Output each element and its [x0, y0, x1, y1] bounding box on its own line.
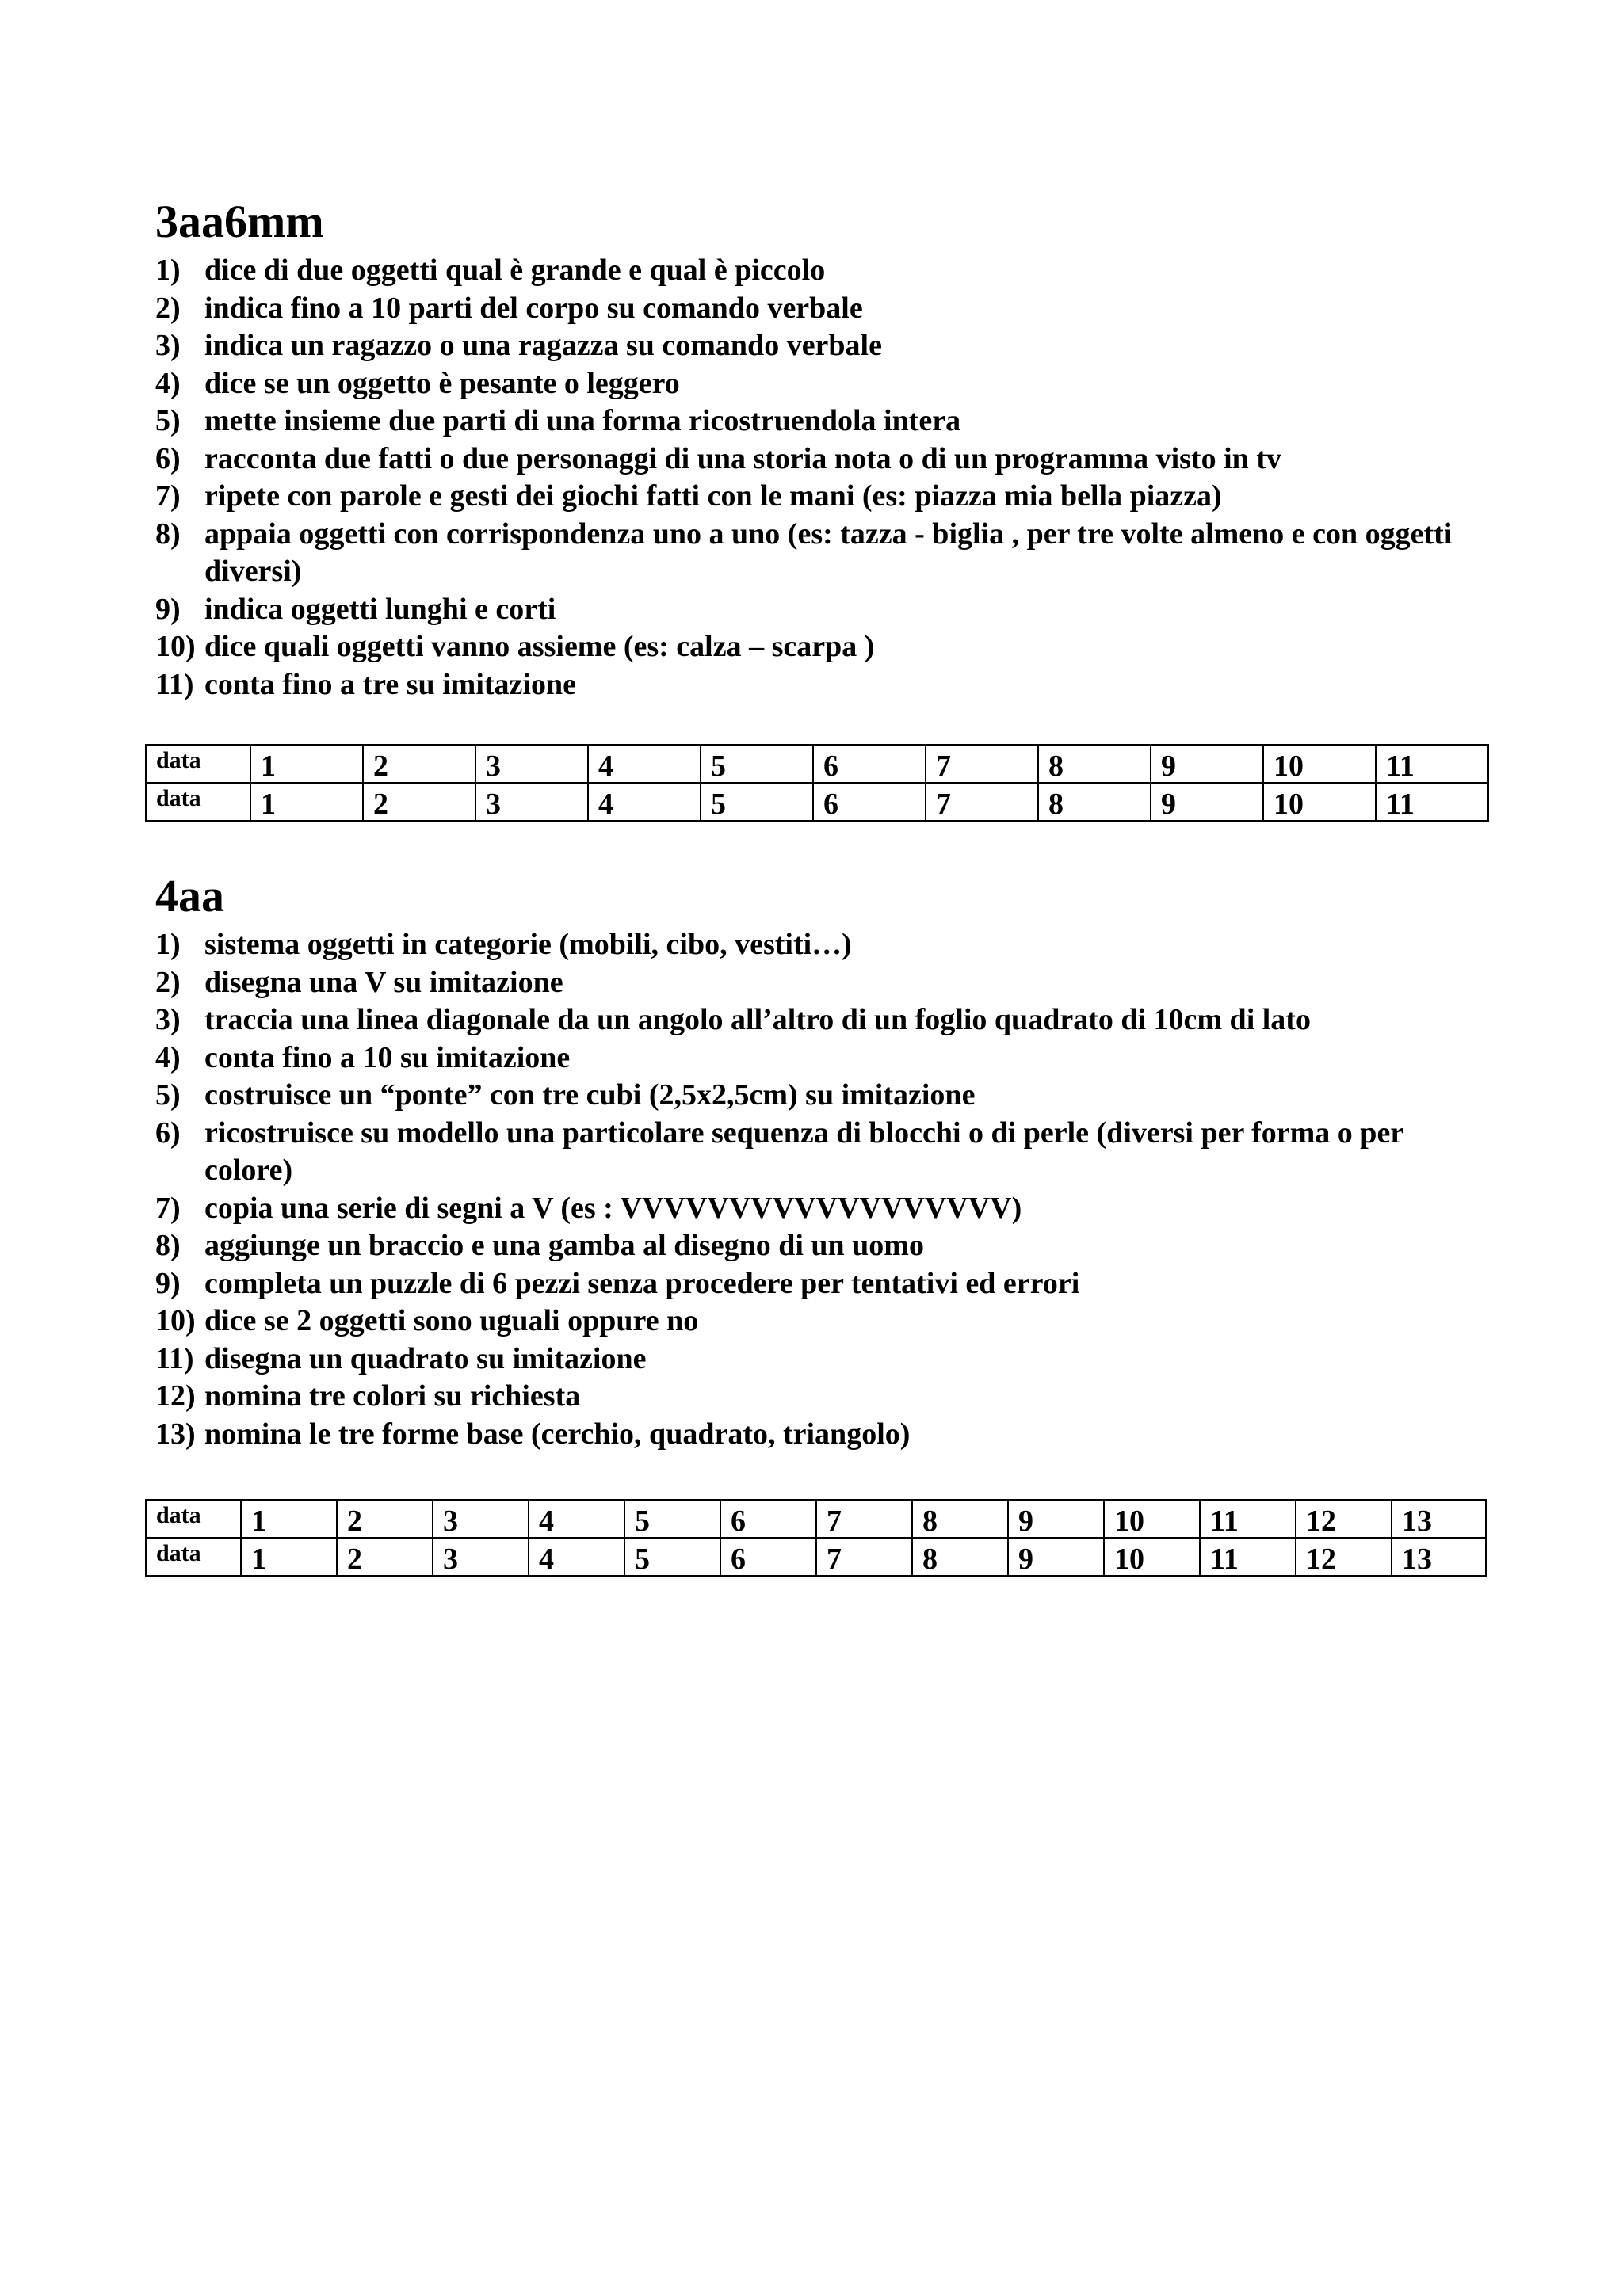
score-cell[interactable]: 7 [926, 783, 1038, 821]
item-number: 4) [155, 1040, 181, 1074]
score-cell[interactable]: 10 [1104, 1500, 1200, 1538]
checklist-item [155, 1302, 1487, 1341]
score-cell[interactable]: 7 [816, 1538, 912, 1576]
score-cell[interactable]: 6 [813, 783, 926, 821]
score-cell[interactable]: 8 [1038, 783, 1151, 821]
score-cell[interactable]: 6 [813, 745, 926, 783]
score-cell[interactable]: 4 [588, 783, 701, 821]
score-cell[interactable]: 11 [1376, 783, 1488, 821]
item-text: conta fino a tre su imitazione [204, 667, 576, 701]
score-cell[interactable]: 2 [337, 1538, 433, 1576]
score-cell[interactable]: 1 [241, 1500, 337, 1538]
score-cell[interactable]: 9 [1151, 745, 1263, 783]
checklist-item [155, 327, 1487, 365]
item-text: indica oggetti lunghi e corti [204, 592, 556, 626]
date-cell[interactable]: data [146, 1538, 241, 1576]
checklist-item [155, 1190, 1487, 1228]
item-number: 1) [155, 254, 181, 287]
score-cell[interactable]: 4 [529, 1538, 624, 1576]
item-text: indica fino a 10 parti del corpo su comando verbale [204, 291, 863, 325]
item-text: traccia una linea diagonale da un angolo all’altro di un foglio quadrato di 10cm di lato [204, 1003, 1311, 1036]
score-cell[interactable]: 8 [1038, 745, 1151, 783]
item-text: nomina le tre forme base (cerchio, quadrato, triangolo) [204, 1417, 911, 1451]
date-cell[interactable]: data [146, 745, 250, 783]
checklist-item [155, 1039, 1487, 1077]
item-number: 8) [155, 517, 181, 551]
score-cell[interactable]: 1 [250, 745, 363, 783]
score-cell[interactable]: 3 [433, 1500, 529, 1538]
checklist-item [155, 252, 1487, 290]
score-cell[interactable]: 5 [624, 1500, 720, 1538]
item-text: ricostruisce su modello una particolare sequenza di blocchi o di perle (diversi per forma o per colore) [204, 1116, 1403, 1187]
score-table [145, 1499, 1487, 1577]
score-cell[interactable]: 10 [1104, 1538, 1200, 1576]
checklist-item [155, 402, 1487, 441]
item-text: ripete con parole e gesti dei giochi fatti con le mani (es: piazza mia bella piazza) [204, 479, 1222, 513]
item-text: dice quali oggetti vanno assieme (es: calza – scarpa ) [204, 630, 875, 663]
item-number: 11) [155, 1341, 194, 1375]
checklist [155, 252, 1487, 704]
section-title: 4aa [155, 870, 224, 921]
item-text: aggiunge un braccio e una gamba al disegno di un uomo [204, 1229, 924, 1262]
section-3aa6mm [155, 193, 1487, 704]
checklist-item [155, 1416, 1487, 1454]
score-cell[interactable]: 2 [363, 745, 475, 783]
score-cell[interactable]: 3 [433, 1538, 529, 1576]
checklist-item [155, 1077, 1487, 1115]
score-cell[interactable]: 10 [1263, 745, 1376, 783]
score-cell[interactable]: 8 [912, 1538, 1008, 1576]
item-number: 5) [155, 404, 181, 437]
section-4aa [155, 868, 1487, 1453]
item-number: 3) [155, 329, 181, 362]
item-number: 1) [155, 928, 181, 961]
item-number: 6) [155, 441, 181, 475]
score-cell[interactable]: 5 [624, 1538, 720, 1576]
item-text: sistema oggetti in categorie (mobili, cibo, vestiti…) [204, 928, 852, 961]
item-number: 10) [155, 1304, 196, 1337]
checklist-item [155, 1227, 1487, 1265]
item-number: 9) [155, 592, 181, 626]
score-cell[interactable]: 9 [1151, 783, 1263, 821]
item-number: 13) [155, 1417, 196, 1451]
item-number: 5) [155, 1078, 181, 1112]
score-cell[interactable]: 9 [1008, 1538, 1104, 1576]
checklist-item [155, 478, 1487, 516]
checklist-item [155, 441, 1487, 479]
date-cell[interactable]: data [146, 1500, 241, 1538]
score-cell[interactable]: 1 [241, 1538, 337, 1576]
checklist-item [155, 926, 1487, 964]
score-cell[interactable]: 2 [337, 1500, 433, 1538]
checklist-item [155, 1001, 1487, 1039]
item-text: disegna un quadrato su imitazione [204, 1341, 647, 1375]
checklist-item [155, 591, 1487, 629]
score-cell[interactable]: 10 [1263, 783, 1376, 821]
item-text: disegna una V su imitazione [204, 965, 563, 999]
score-cell[interactable]: 4 [588, 745, 701, 783]
score-cell[interactable]: 9 [1008, 1500, 1104, 1538]
item-text: appaia oggetti con corrispondenza uno a uno (es: tazza - biglia , per tre volte almeno e con oggetti diversi) [204, 517, 1453, 588]
checklist-item [155, 290, 1487, 328]
item-number: 8) [155, 1229, 181, 1262]
score-cell[interactable]: 8 [912, 1500, 1008, 1538]
score-cell[interactable]: 4 [529, 1500, 624, 1538]
table-row [146, 1538, 1486, 1576]
item-number: 11) [155, 667, 194, 701]
checklist-item [155, 516, 1487, 591]
section-title: 3aa6mm [155, 196, 324, 247]
checklist [155, 926, 1487, 1453]
checklist-item [155, 1265, 1487, 1303]
item-text: racconta due fatti o due personaggi di una storia nota o di un programma visto in tv [204, 441, 1281, 475]
checklist-item [155, 1378, 1487, 1416]
score-cell[interactable]: 7 [816, 1500, 912, 1538]
score-cell[interactable]: 6 [720, 1538, 816, 1576]
item-text: completa un puzzle di 6 pezzi senza procedere per tentativi ed errori [204, 1266, 1080, 1300]
score-cell[interactable]: 2 [363, 783, 475, 821]
score-cell[interactable]: 5 [701, 745, 813, 783]
item-number: 2) [155, 965, 181, 999]
score-cell[interactable]: 7 [926, 745, 1038, 783]
checklist-item [155, 628, 1487, 666]
table-row [146, 783, 1488, 821]
score-cell[interactable]: 13 [1392, 1538, 1486, 1576]
item-number: 2) [155, 291, 181, 325]
checklist-item [155, 1341, 1487, 1379]
table-row [146, 1500, 1486, 1538]
date-cell[interactable]: data [146, 783, 250, 821]
score-cell[interactable]: 6 [720, 1500, 816, 1538]
score-cell[interactable]: 11 [1376, 745, 1488, 783]
item-text: copia una serie di segni a V (es : VVVVVVVVVVVVVVVVVV) [204, 1191, 1022, 1225]
item-number: 6) [155, 1116, 181, 1150]
score-cell[interactable]: 5 [701, 783, 813, 821]
item-text: indica un ragazzo o una ragazza su comando verbale [204, 329, 882, 362]
item-number: 4) [155, 366, 181, 400]
checklist-item [155, 964, 1487, 1002]
item-text: dice di due oggetti qual è grande e qual è piccolo [204, 254, 826, 287]
item-text: mette insieme due parti di una forma ricostruendola intera [204, 404, 961, 437]
item-number: 3) [155, 1003, 181, 1036]
item-number: 12) [155, 1379, 196, 1413]
score-cell[interactable]: 3 [475, 745, 588, 783]
item-text: costruisce un “ponte” con tre cubi (2,5x2,5cm) su imitazione [204, 1078, 976, 1112]
score-cell[interactable]: 11 [1200, 1538, 1296, 1576]
item-number: 10) [155, 630, 196, 663]
score-cell[interactable]: 13 [1392, 1500, 1486, 1538]
checklist-item [155, 1115, 1487, 1190]
score-cell[interactable]: 12 [1296, 1500, 1392, 1538]
item-text: nomina tre colori su richiesta [204, 1379, 581, 1413]
item-text: dice se un oggetto è pesante o leggero [204, 366, 680, 400]
score-cell[interactable]: 1 [250, 783, 363, 821]
item-text: dice se 2 oggetti sono uguali oppure no [204, 1304, 699, 1337]
checklist-item [155, 666, 1487, 704]
item-text: conta fino a 10 su imitazione [204, 1040, 571, 1074]
score-cell[interactable]: 12 [1296, 1538, 1392, 1576]
item-number: 9) [155, 1266, 181, 1300]
score-cell[interactable]: 3 [475, 783, 588, 821]
item-number: 7) [155, 479, 181, 513]
checklist-item [155, 365, 1487, 403]
item-number: 7) [155, 1191, 181, 1225]
score-cell[interactable]: 11 [1200, 1500, 1296, 1538]
table-row [146, 745, 1488, 783]
score-table [145, 744, 1489, 822]
